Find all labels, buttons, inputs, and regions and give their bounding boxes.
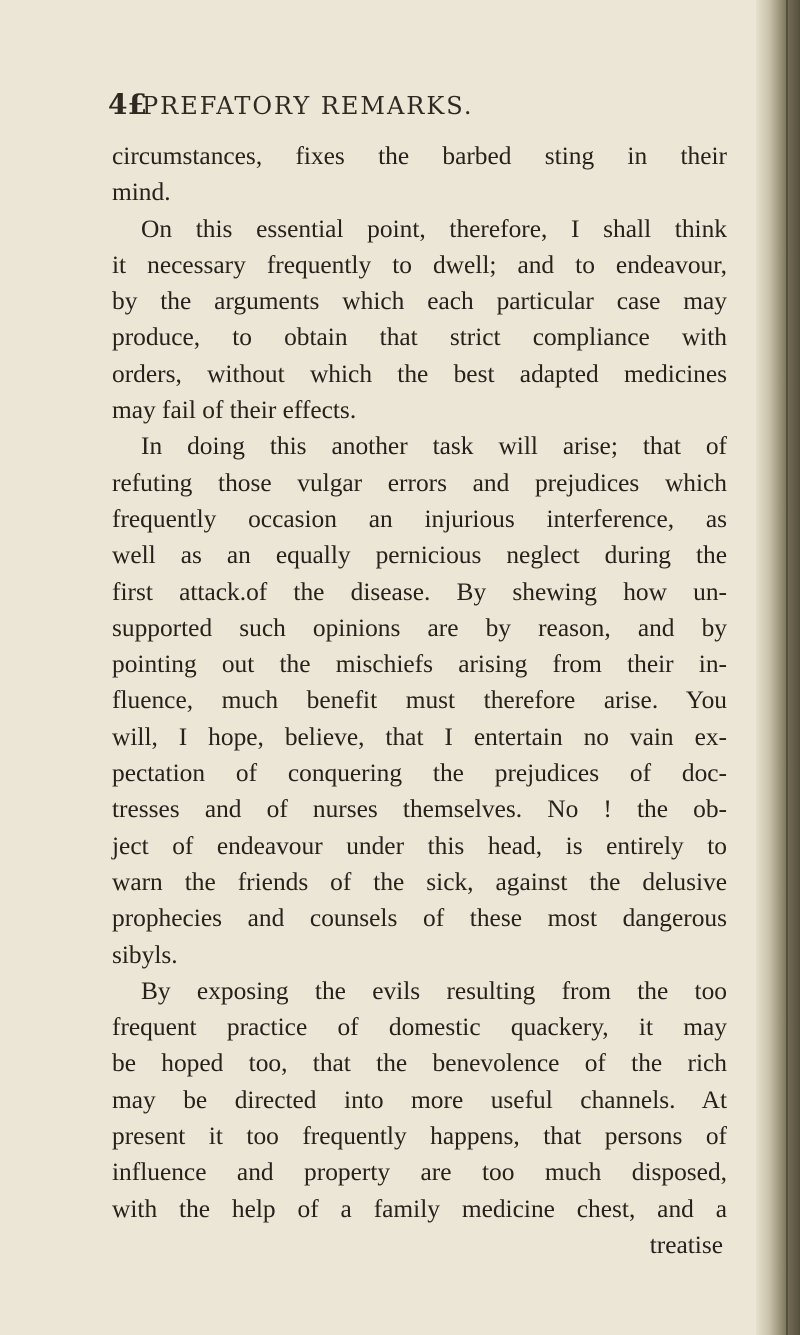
text-line: it necessary frequently to dwell; and to endeavour, xyxy=(112,250,727,279)
text-line: with the help of a family medicine chest, and a xyxy=(112,1194,727,1223)
text-line: pointing out the mischiefs arising from their in- xyxy=(112,650,727,679)
text-line: In doing this another task will arise; that of xyxy=(141,432,727,461)
text-line: refuting those vulgar errors and prejudices which xyxy=(112,468,727,497)
text-line: circumstances, fixes the barbed sting in their xyxy=(112,142,727,170)
text-line: may be directed into more useful channels. At xyxy=(112,1085,727,1114)
text-line: sibyls. xyxy=(112,940,178,969)
text-line: prophecies and counsels of these most dangerous xyxy=(112,904,727,933)
text-line: By exposing the evils resulting from the too xyxy=(141,976,727,1005)
text-line: tresses and of nurses themselves. No ! the ob- xyxy=(112,795,727,824)
text-line: warn the friends of the sick, against the delusive xyxy=(112,867,727,896)
text-line: orders, without which the best adapted medicines xyxy=(112,359,727,388)
text-line: pectation of conquering the prejudices of doc- xyxy=(112,759,727,788)
page-number: 4£ xyxy=(108,88,147,121)
page-header xyxy=(108,88,728,128)
text-line: mind. xyxy=(112,178,171,207)
text-line: supported such opinions are by reason, and by xyxy=(112,613,727,642)
text-line: influence and property are too much disposed, xyxy=(112,1158,727,1187)
body-text xyxy=(112,138,727,1263)
text-line: frequent practice of domestic quackery, it may xyxy=(112,1013,727,1042)
text-line: will, I hope, believe, that I entertain no vain ex- xyxy=(112,722,727,751)
text-line: produce, to obtain that strict compliance with xyxy=(112,323,727,352)
text-line: well as an equally pernicious neglect during the xyxy=(112,541,727,570)
text-line: first attack.of the disease. By shewing how un- xyxy=(112,577,727,606)
running-head: PREFATORY REMARKS. xyxy=(142,92,474,120)
binding-edge xyxy=(786,0,788,1335)
text-line: may fail of their effects. xyxy=(112,396,357,425)
text-line: frequently occasion an injurious interference, as xyxy=(112,504,727,533)
text-line: be hoped too, that the benevolence of the rich xyxy=(112,1049,727,1078)
text-line: ject of endeavour under this head, is entirely to xyxy=(112,831,727,860)
text-line: by the arguments which each particular case may xyxy=(112,287,727,316)
page-gutter-shadow xyxy=(756,0,800,1335)
text-line: On this essential point, therefore, I shall think xyxy=(141,214,727,243)
catchword: treatise xyxy=(649,1230,723,1259)
text-line: fluence, much benefit must therefore arise. You xyxy=(112,686,727,715)
text-line: present it too frequently happens, that persons of xyxy=(112,1122,727,1151)
